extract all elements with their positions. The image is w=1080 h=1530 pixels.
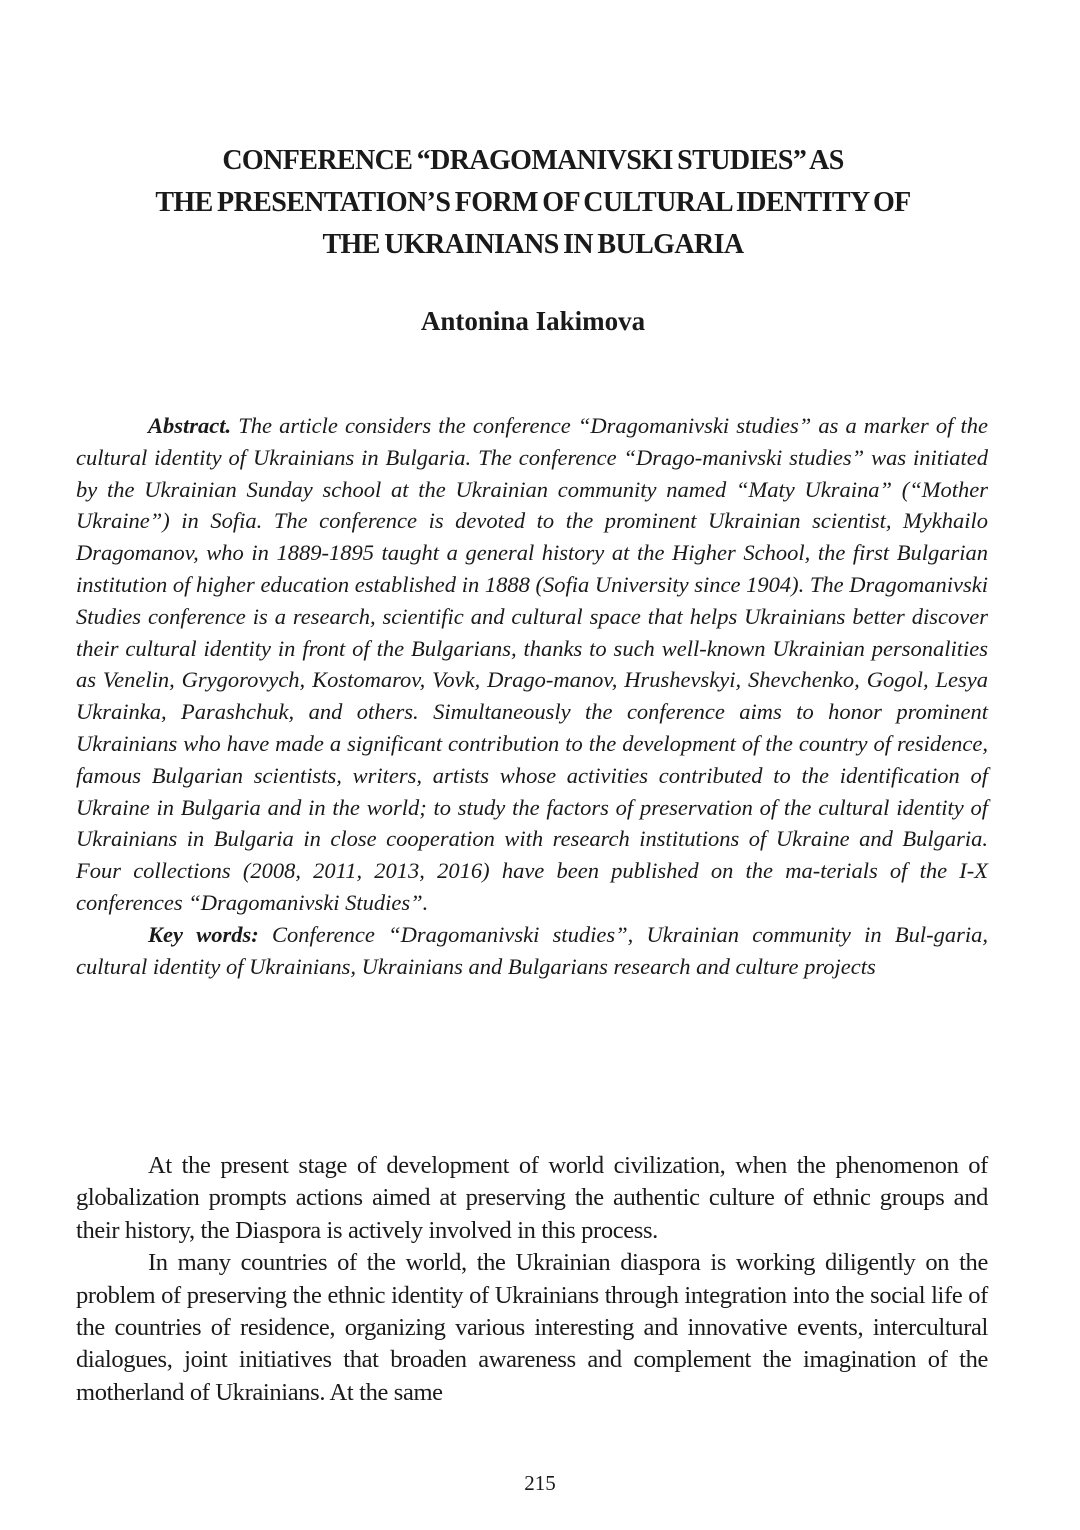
abstract-paragraph [76, 410, 988, 919]
article-body [76, 1150, 988, 1409]
keywords-text: Conference “Dragomanivski studies”, Ukrainian community in Bul-garia, cultural identity of Ukrainians, Ukrainians and Bulgarians research and culture projects [76, 921, 989, 979]
title-line-2: THE PRESENTATION’S FORM OF CULTURAL IDENTITY OF [155, 187, 911, 218]
article-title [78, 140, 988, 266]
keywords-label: Key words: [148, 921, 259, 947]
abstract-block [76, 410, 988, 982]
title-line-1: CONFERENCE “DRAGOMANIVSKI STUDIES” AS [222, 145, 844, 176]
title-line-3: THE UKRAINIANS IN BULGARIA [322, 229, 744, 260]
body-paragraph-1: At the present stage of development of world civilization, when the phenomenon of globalization prompts actions aimed at preserving the authentic culture of ethnic groups and their history, the Diaspora is actively involved in this process. [76, 1152, 988, 1244]
body-paragraph-2: In many countries of the world, the Ukrainian diaspora is working diligently on the problem of preserving the ethnic identity of Ukrainians through integration into the social life of the countries of residence, organizing various interesting and innovative events, intercultural dialogues, joint initiatives that broaden awareness and complement the imagination of the motherland of Ukrainians. At the same [76, 1249, 988, 1406]
abstract-label: Abstract. [148, 413, 232, 438]
author-name: Antonina Iakimova [420, 306, 646, 336]
page-number: 215 [524, 1471, 556, 1495]
abstract-text: The article considers the conference “Dragomanivski studies” as a marker of the cultural identity of Ukrainians in Bulgaria. The conference “Drago-manivski studies” was initiated by the Ukrainian Sunday school at the Ukrainian community named “Maty Ukraina” (“Mother Ukraine”) in Sofia. The conference is devoted to the prominent Ukrainian scientist, Mykhailo Dragomanov, who in 1889-1895 taught a general history at the Higher School, the first Bulgarian institution of higher education established in 1888 (Sofia University since 1904). The Dragomanivski Studies conference is a research, scientific and cultural space that helps Ukrainians better discover their cultural identity in front of the Bulgarians, thanks to such well-known Ukrainian personalities as Venelin, Grygorovych, Kostomarov, Vovk, Drago-manov, Hrushevskyi, Shevchenko, Gogol, Lesya Ukrainka, Parashchuk, and others. Simultaneously the conference aims to honor prominent Ukrainians who have made a significant contribution to the development of the country of residence, famous Bulgarian scientists, writers, artists whose activities contributed to the identification of Ukraine in Bulgaria and in the world; to study the factors of preservation of the cultural identity of Ukrainians in Bulgaria in close cooperation with research institutions of Ukraine and Bulgaria. Four collections (2008, 2011, 2013, 2016) have been published on the ma-terials of the I-X conferences “Dragomanivski Studies”. [76, 413, 989, 915]
keywords-paragraph [76, 919, 988, 983]
